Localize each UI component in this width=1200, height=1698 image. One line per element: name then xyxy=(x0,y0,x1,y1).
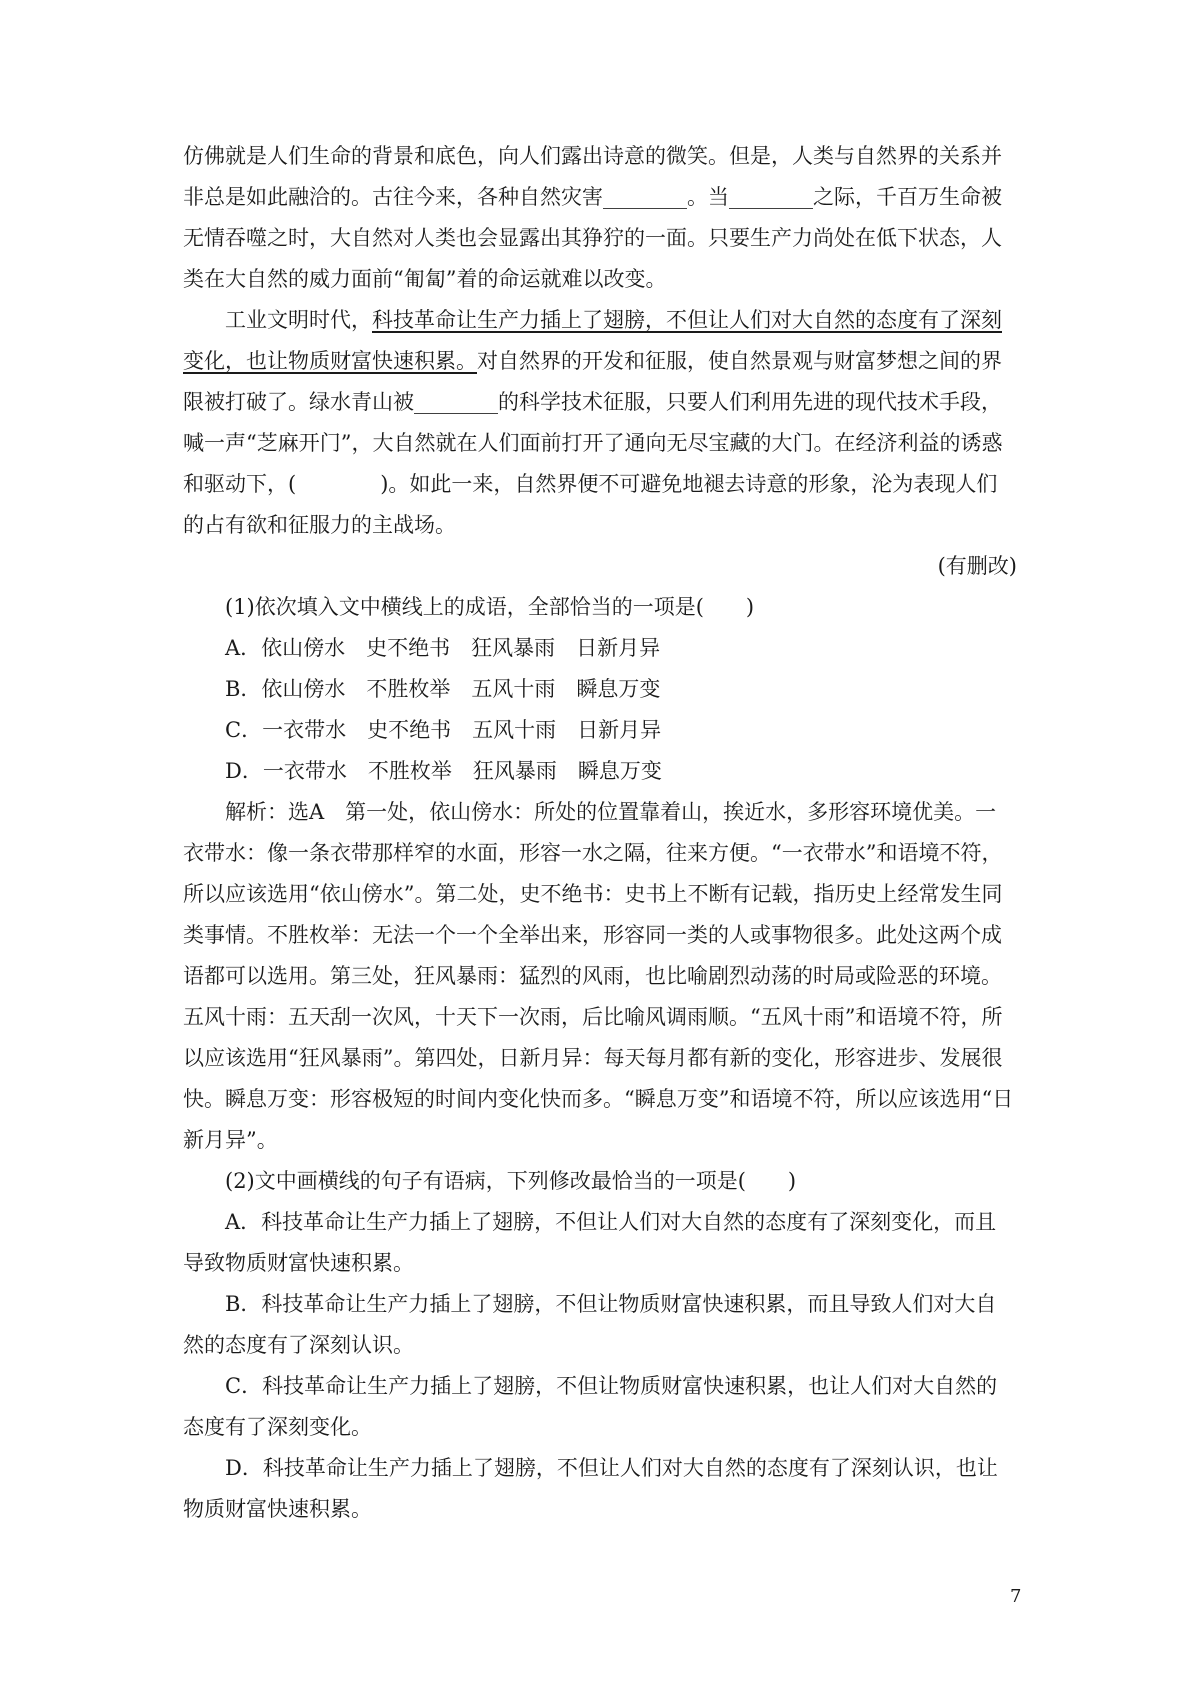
passage-paragraph-1: 仿佛就是人们生命的背景和底色，向人们露出诗意的微笑。但是，人类与自然界的关系并非总是如此融洽的。古往今来，各种自然灾害________。当________之际，千百万生命被无情吞噬之时，大自然对人类也会显露出其狰狞的一面。只要生产力尚处在低下状态，人类在大自然的威力面前“匍匐”着的命运就难以改变。 xyxy=(183,144,1002,291)
page-content xyxy=(183,136,1017,1530)
question-1-option-d: D．一衣带水 不胜枚举 狂风暴雨 瞬息万变 xyxy=(225,759,662,783)
passage-paragraph-2-end: 对自然界的开发和征服，使自然景观与财富梦想之间的界限被打破了。绿水青山被________的科学技术征服，只要人们利用先进的现代技术手段，喊一声“芝麻开门”，大自然就在人们面前打开了通向无尽宝藏的大门。在经济利益的诱惑和驱动下，( )。如此一来，自然界便不可避免地褪去诗意的形象，沦为表现人们的占有欲和征服力的主战场。 xyxy=(183,349,1003,537)
question-2-option-c: C．科技革命让生产力插上了翅膀，不但让物质财富快速积累，也让人们对大自然的态度有了深刻变化。 xyxy=(183,1374,998,1439)
question-1-option-a: A．依山傍水 史不绝书 狂风暴雨 日新月异 xyxy=(225,636,661,660)
passage-paragraph-2 xyxy=(183,300,1017,546)
question-2-option-a: A．科技革命让生产力插上了翅膀，不但让人们对大自然的态度有了深刻变化，而且导致物质财富快速积累。 xyxy=(183,1210,997,1275)
question-1-option-c: C．一衣带水 史不绝书 五风十雨 日新月异 xyxy=(225,718,662,742)
underlined-sentence: 科技革命让生产力插上了翅膀，不但让人们对大自然的态度有了深刻变化，也让物质财富快速积累。 xyxy=(183,308,1002,373)
question-1-stem: (1)依次填入文中横线上的成语，全部恰当的一项是( ) xyxy=(225,595,755,619)
passage-paragraph-2-start: 工业文明时代， xyxy=(225,308,372,332)
question-1-option-b: B．依山傍水 不胜枚举 五风十雨 瞬息万变 xyxy=(225,677,661,701)
question-2-option-d: D．科技革命让生产力插上了翅膀，不但让人们对大自然的态度有了深刻认识，也让物质财富快速积累。 xyxy=(183,1456,998,1521)
source-note: (有删改) xyxy=(937,554,1017,578)
question-2-stem: (2)文中画横线的句子有语病，下列修改最恰当的一项是( ) xyxy=(225,1169,797,1193)
question-2-option-b: B．科技革命让生产力插上了翅膀，不但让物质财富快速积累，而且导致人们对大自然的态度有了深刻认识。 xyxy=(183,1292,997,1357)
question-1-analysis: 解析：选A 第一处，依山傍水：所处的位置靠着山，挨近水，多形容环境优美。一衣带水：像一条衣带那样窄的水面，形容一水之隔，往来方便。“一衣带水”和语境不符，所以应该选用“依山傍水”。第二处，史不绝书：史书上不断有记载，指历史上经常发生同类事情。不胜枚举：无法一个一个全举出来，形容同一类的人或事物很多。此处这两个成语都可以选用。第三处，狂风暴雨：猛烈的风雨，也比喻剧烈动荡的时局或险恶的环境。五风十雨：五天刮一次风，十天下一次雨，后比喻风调雨顺。“五风十雨”和语境不符，所以应该选用“狂风暴雨”。第四处，日新月异：每天每月都有新的变化，形容进步、发展很快。瞬息万变：形容极短的时间内变化快而多。“瞬息万变”和语境不符，所以应该选用“日新月异”。 xyxy=(183,800,1014,1152)
page-number: 7 xyxy=(1010,1586,1022,1607)
